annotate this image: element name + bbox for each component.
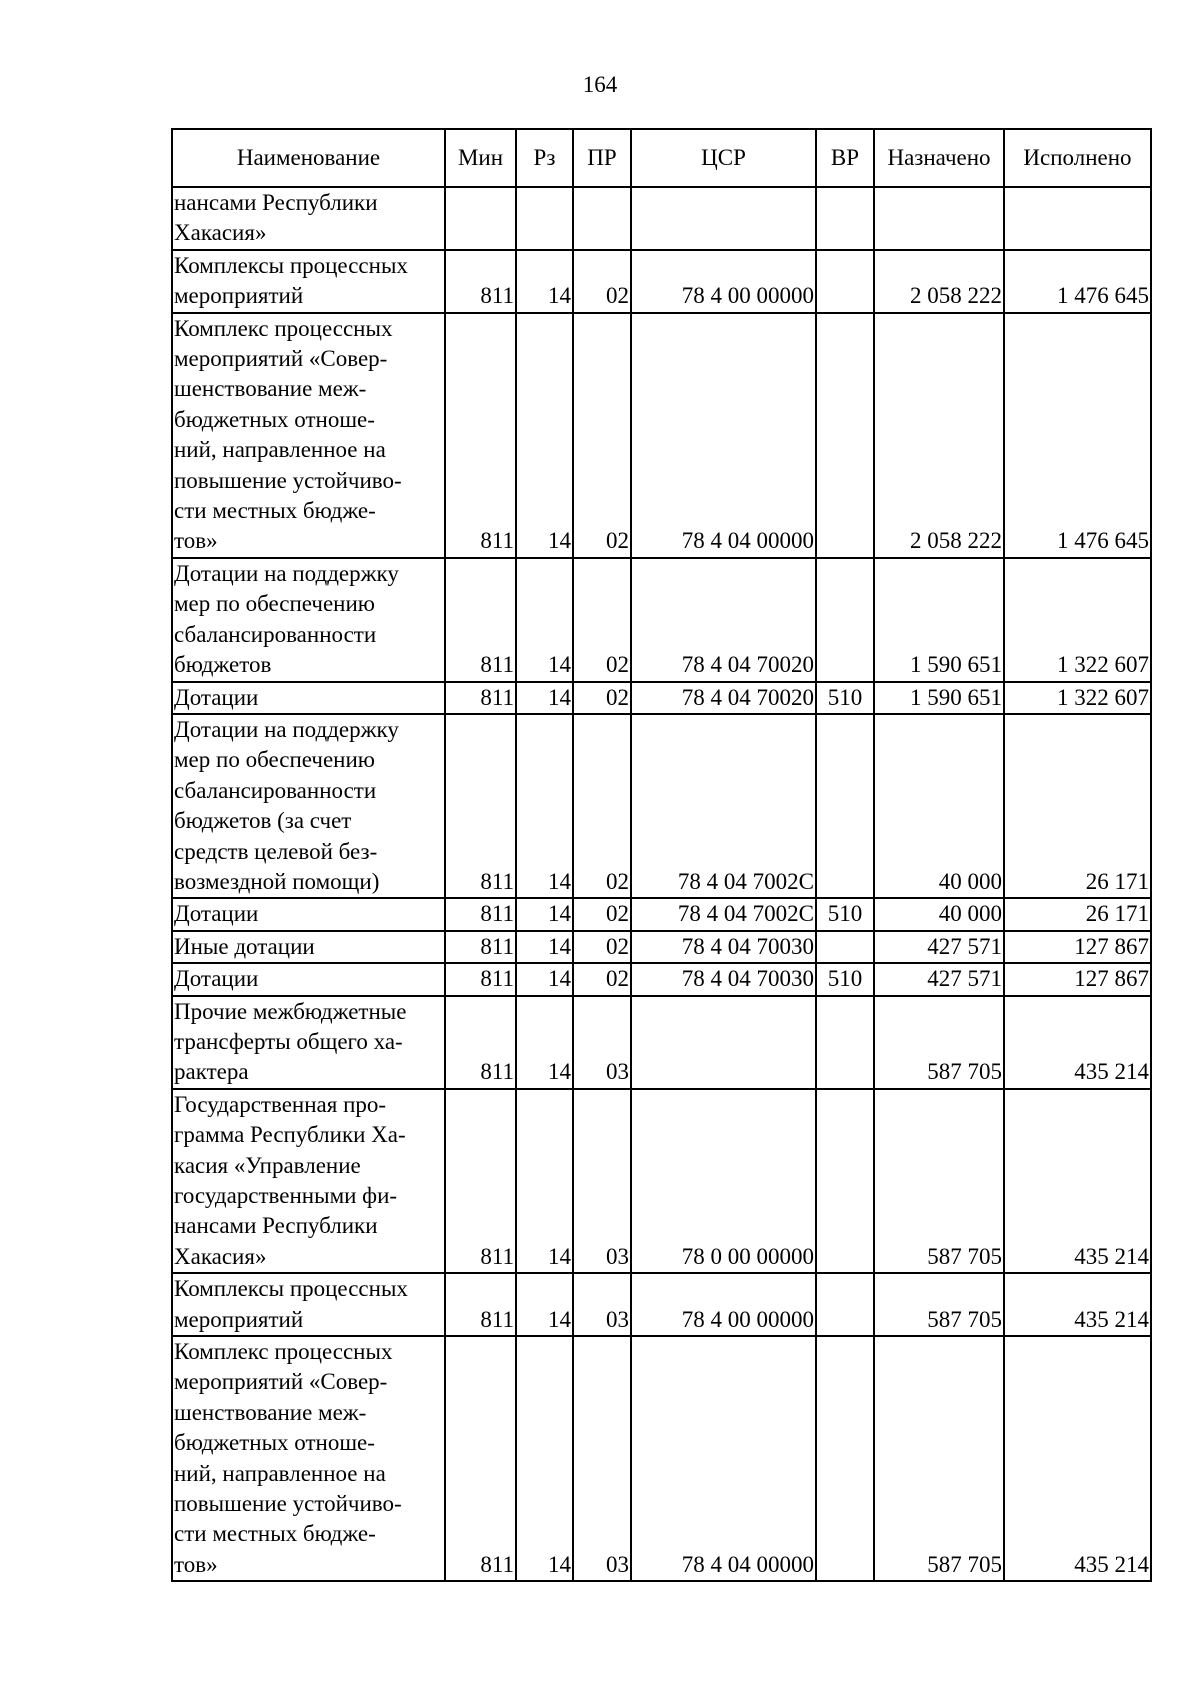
cell-rz: 14	[516, 898, 573, 930]
cell-csr	[631, 996, 816, 1089]
name-line: нансами Республики	[174, 1213, 378, 1239]
cell-rz: 14	[516, 714, 573, 898]
cell-name	[172, 1089, 445, 1273]
name-line: сти местных бюдже-	[174, 1521, 376, 1547]
cell-csr: 78 4 04 00000	[631, 313, 816, 558]
name-line: мер по обеспечению	[174, 591, 375, 617]
name-line: повышение устойчиво-	[174, 467, 402, 493]
page-number: 164	[582, 72, 618, 97]
cell-csr: 78 4 04 70030	[631, 931, 816, 963]
table-row	[172, 931, 1151, 963]
header-csr: ЦСР	[631, 129, 816, 187]
cell-csr: 78 4 04 70020	[631, 558, 816, 682]
cell-executed: 127 867	[1004, 963, 1151, 995]
cell-rz: 14	[516, 963, 573, 995]
cell-min: 811	[445, 963, 516, 995]
name-line: бюджетов (за счет	[174, 808, 352, 834]
cell-name	[172, 313, 445, 558]
name-line: бюджетных отноше-	[174, 1430, 375, 1456]
name-line: средств целевой без-	[174, 838, 378, 864]
header-min: Мин	[445, 129, 516, 187]
name-line: нансами Республики	[174, 190, 378, 215]
table-row	[172, 714, 1151, 898]
cell-name	[172, 558, 445, 682]
cell-csr: 78 4 00 00000	[631, 1273, 816, 1336]
name-line: Дотации	[174, 966, 259, 992]
header-vr: ВР	[816, 129, 874, 187]
cell-vr: 510	[816, 963, 874, 995]
cell-assigned: 40 000	[874, 898, 1004, 930]
cell-vr	[816, 250, 874, 313]
table-row	[172, 963, 1151, 995]
header-name: Наименование	[172, 129, 445, 187]
cell-name	[172, 963, 445, 995]
cell-csr: 78 4 04 7002С	[631, 714, 816, 898]
table-row	[172, 1089, 1151, 1273]
name-line: Комплекс процессных	[174, 315, 393, 341]
header-executed: Исполнено	[1004, 129, 1151, 187]
cell-vr	[816, 1336, 874, 1581]
name-line: мероприятий «Совер-	[174, 1369, 388, 1395]
cell-rz: 14	[516, 1089, 573, 1273]
cell-csr: 78 4 04 00000	[631, 1336, 816, 1581]
cell-rz: 14	[516, 682, 573, 714]
table-row	[172, 187, 1151, 250]
name-line: Хакасия»	[174, 1243, 267, 1269]
cell-assigned: 1 590 651	[874, 558, 1004, 682]
cell-assigned: 427 571	[874, 963, 1004, 995]
cell-csr	[631, 187, 816, 250]
table-row	[172, 1273, 1151, 1336]
table-body	[172, 187, 1151, 1581]
cell-rz: 14	[516, 931, 573, 963]
table-header-row	[172, 129, 1151, 187]
cell-min: 811	[445, 1336, 516, 1581]
cell-executed: 26 171	[1004, 714, 1151, 898]
cell-pr: 02	[573, 898, 631, 930]
table-row	[172, 313, 1151, 558]
name-line: Комплексы процессных	[174, 252, 408, 278]
cell-assigned	[874, 187, 1004, 250]
cell-min: 811	[445, 250, 516, 313]
name-line: тов»	[174, 1551, 218, 1577]
cell-assigned: 2 058 222	[874, 313, 1004, 558]
budget-table	[171, 128, 1152, 1582]
cell-assigned: 587 705	[874, 996, 1004, 1089]
cell-vr	[816, 313, 874, 558]
cell-rz: 14	[516, 996, 573, 1089]
cell-executed: 435 214	[1004, 996, 1151, 1089]
cell-rz: 14	[516, 313, 573, 558]
name-line: Комплексы процессных	[174, 1276, 408, 1302]
cell-vr	[816, 714, 874, 898]
name-line: Дотации	[174, 901, 259, 927]
cell-pr: 02	[573, 558, 631, 682]
name-line: ний, направленное на	[174, 1460, 386, 1486]
cell-vr	[816, 558, 874, 682]
name-line: шенствование меж-	[174, 376, 367, 402]
cell-pr: 03	[573, 1336, 631, 1581]
table-row	[172, 250, 1151, 313]
name-line: Государственная про-	[174, 1091, 387, 1117]
cell-executed: 127 867	[1004, 931, 1151, 963]
cell-pr: 02	[573, 250, 631, 313]
cell-name	[172, 682, 445, 714]
name-line: тов»	[174, 528, 218, 554]
name-line: мероприятий	[174, 1306, 304, 1332]
cell-pr: 02	[573, 714, 631, 898]
cell-csr: 78 0 00 00000	[631, 1089, 816, 1273]
cell-name	[172, 996, 445, 1089]
cell-executed: 1 476 645	[1004, 313, 1151, 558]
cell-assigned: 587 705	[874, 1089, 1004, 1273]
name-line: шенствование меж-	[174, 1399, 367, 1425]
name-line: Хакасия»	[174, 220, 267, 246]
cell-min: 811	[445, 1273, 516, 1336]
cell-min	[445, 187, 516, 250]
table-row	[172, 898, 1151, 930]
cell-executed: 1 322 607	[1004, 682, 1151, 714]
cell-min: 811	[445, 313, 516, 558]
name-line: мер по обеспечению	[174, 747, 375, 773]
cell-name	[172, 187, 445, 250]
name-line: рактера	[174, 1059, 249, 1085]
cell-min: 811	[445, 558, 516, 682]
table-row	[172, 996, 1151, 1089]
name-line: Иные дотации	[174, 933, 315, 959]
name-line: бюджетных отноше-	[174, 406, 375, 432]
cell-name	[172, 714, 445, 898]
cell-pr	[573, 187, 631, 250]
cell-pr: 03	[573, 1089, 631, 1273]
header-rz: Рз	[516, 129, 573, 187]
table-row	[172, 1336, 1151, 1581]
cell-executed: 1 476 645	[1004, 250, 1151, 313]
name-line: Прочие межбюджетные	[174, 998, 407, 1024]
cell-executed	[1004, 187, 1151, 250]
cell-name	[172, 898, 445, 930]
cell-assigned: 587 705	[874, 1273, 1004, 1336]
name-line: Дотации на поддержку	[174, 560, 399, 586]
cell-rz	[516, 187, 573, 250]
cell-assigned: 2 058 222	[874, 250, 1004, 313]
cell-assigned: 40 000	[874, 714, 1004, 898]
table-row	[172, 682, 1151, 714]
cell-vr: 510	[816, 898, 874, 930]
cell-executed: 1 322 607	[1004, 558, 1151, 682]
cell-executed: 435 214	[1004, 1273, 1151, 1336]
cell-min: 811	[445, 996, 516, 1089]
cell-pr: 02	[573, 963, 631, 995]
cell-csr: 78 4 04 70020	[631, 682, 816, 714]
header-pr: ПР	[573, 129, 631, 187]
name-line: сти местных бюдже-	[174, 498, 376, 524]
cell-vr	[816, 187, 874, 250]
cell-min: 811	[445, 898, 516, 930]
cell-vr	[816, 1273, 874, 1336]
cell-pr: 02	[573, 682, 631, 714]
cell-name	[172, 1273, 445, 1336]
cell-pr: 03	[573, 996, 631, 1089]
name-line: ний, направленное на	[174, 437, 386, 463]
table-row	[172, 558, 1151, 682]
name-line: мероприятий	[174, 283, 304, 309]
cell-csr: 78 4 00 00000	[631, 250, 816, 313]
cell-csr: 78 4 04 7002С	[631, 898, 816, 930]
cell-rz: 14	[516, 250, 573, 313]
name-line: возмездной помощи)	[174, 868, 380, 894]
name-line: касия «Управление	[174, 1152, 361, 1178]
cell-vr	[816, 1089, 874, 1273]
cell-min: 811	[445, 682, 516, 714]
cell-vr	[816, 996, 874, 1089]
cell-executed: 435 214	[1004, 1336, 1151, 1581]
cell-assigned: 427 571	[874, 931, 1004, 963]
name-line: сбалансированности	[174, 777, 377, 803]
header-assigned: Назначено	[874, 129, 1004, 187]
name-line: повышение устойчиво-	[174, 1491, 402, 1517]
cell-rz: 14	[516, 558, 573, 682]
cell-rz: 14	[516, 1273, 573, 1336]
cell-name	[172, 250, 445, 313]
name-line: трансферты общего ха-	[174, 1028, 403, 1054]
cell-min: 811	[445, 931, 516, 963]
cell-assigned: 1 590 651	[874, 682, 1004, 714]
cell-rz: 14	[516, 1336, 573, 1581]
cell-executed: 435 214	[1004, 1089, 1151, 1273]
cell-pr: 03	[573, 1273, 631, 1336]
name-line: государственными фи-	[174, 1183, 398, 1208]
name-line: сбалансированности	[174, 621, 377, 647]
name-line: Дотации	[174, 684, 259, 710]
cell-assigned: 587 705	[874, 1336, 1004, 1581]
name-line: Комплекс процессных	[174, 1339, 393, 1365]
cell-min: 811	[445, 714, 516, 898]
name-line: Дотации на поддержку	[174, 716, 399, 742]
name-line: бюджетов	[174, 652, 272, 678]
cell-name	[172, 1336, 445, 1581]
cell-pr: 02	[573, 313, 631, 558]
cell-pr: 02	[573, 931, 631, 963]
name-line: грамма Республики Ха-	[174, 1122, 406, 1148]
cell-csr: 78 4 04 70030	[631, 963, 816, 995]
cell-vr: 510	[816, 682, 874, 714]
name-line: мероприятий «Совер-	[174, 346, 388, 372]
cell-min: 811	[445, 1089, 516, 1273]
cell-executed: 26 171	[1004, 898, 1151, 930]
cell-name	[172, 931, 445, 963]
cell-vr	[816, 931, 874, 963]
